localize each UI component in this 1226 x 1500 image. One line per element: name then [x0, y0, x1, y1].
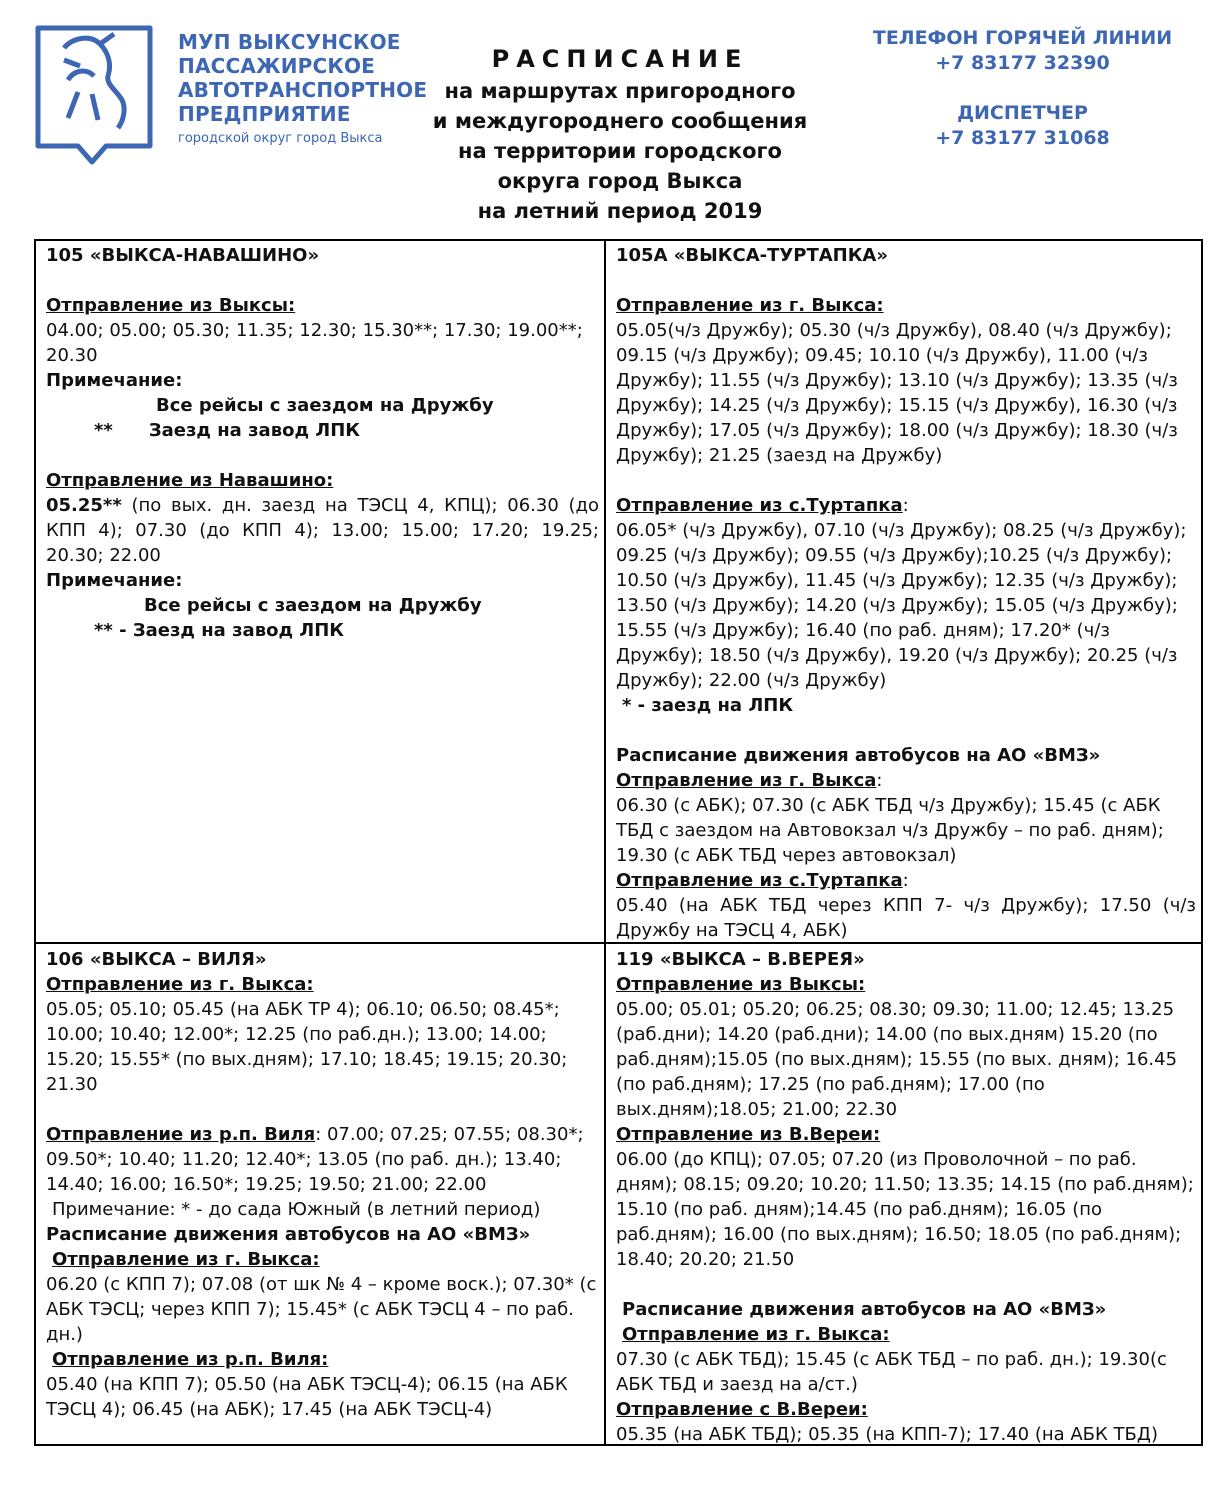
route-105a-note: * - заезд на ЛПК	[622, 695, 794, 716]
route-106-dep2-label: Отправление из р.п. Виля	[46, 1124, 316, 1145]
route-119-vmz-dep1-times: 07.30 (с АБК ТБД); 15.45 (с АБК ТБД – по раб. дн.); 19.30(с АБК ТБД и заезд на а/ст.)	[616, 1349, 1167, 1395]
route-106-dep2-text	[46, 1122, 599, 1197]
route-105-dep2-first: 05.25**	[46, 495, 122, 516]
route-105a-dep2-label: Отправление из с.Туртапка	[616, 495, 903, 516]
route-119-dep1-label: Отправление из Выксы:	[616, 974, 866, 995]
route-106-note: Примечание: * - до сада Южный (в летний период)	[52, 1199, 541, 1220]
route-105-dep2-text	[46, 493, 599, 568]
route-105a-vmz-dep2-heading	[616, 868, 1196, 893]
route-105a-vmz-dep2-colon: :	[902, 870, 909, 891]
route-105a-cell	[616, 243, 1196, 943]
title-line-2: и междугороднего сообщения	[432, 109, 808, 133]
route-119-vmz-dep2-label: Отправление с В.Вереи:	[616, 1399, 868, 1420]
route-105-note1-label: Примечание:	[46, 370, 183, 391]
route-105a-vmz-dep2-label: Отправление из с.Туртапка	[616, 870, 903, 891]
title-line-5: на летний период 2019	[477, 199, 763, 223]
route-105a-dep2-colon: :	[902, 495, 909, 516]
route-106-dep1-label: Отправление из г. Выкса:	[46, 974, 314, 995]
org-subtitle: городской округ город Выкса	[178, 131, 383, 146]
title-line-3: на территории городского	[458, 139, 782, 163]
route-105a-vmz-dep1-times: 06.30 (с АБК); 07.30 (с АБК ТБД ч/з Дружбу); 15.45 (с АБК ТБД с заездом на Автовокзал ч/з Дружбу – по раб. дням); 19.30 (с АБК ТБД через автовокзал)	[616, 795, 1164, 866]
dispatcher-label: ДИСПЕТЧЕР	[957, 102, 1088, 124]
route-106-vmz-dep2-label: Отправление из р.п. Виля:	[52, 1349, 329, 1370]
route-105-note2-a: Все рейсы с заездом на Дружбу	[144, 595, 482, 616]
route-105-note2-b: ** - Заезд на завод ЛПК	[94, 620, 344, 641]
route-106-vmz-title: Расписание движения автобусов на АО «ВМЗ»	[46, 1224, 531, 1245]
route-106-vmz-dep1-times: 06.20 (с КПП 7); 07.08 (от шк № 4 – кроме воск.); 07.30* (с АБК ТЭСЦ; через КПП 7); 15.45* (с АБК ТЭСЦ 4 – по раб. дн.)	[46, 1274, 597, 1345]
title-line-4: округа город Выкса	[497, 169, 743, 193]
route-119-dep2-times: 06.00 (до КПЦ); 07.05; 07.20 (из Проволочной – по раб. дням); 08.15; 09.20; 10.20; 11.50; 13.35; 14.15 (по раб.дням); 15.10 (по раб. дням);14.45 (по раб.дням); 16.05 (по раб.дням); 16.00 (по вых.дням); 16.50; 18.05 (по раб.дням); 18.40; 20.20; 21.50	[616, 1149, 1194, 1270]
route-105a-vmz-dep1-label: Отправление из г. Выкса	[616, 770, 877, 791]
route-119-title: 119 «ВЫКСА – В.ВЕРЕЯ»	[616, 949, 865, 970]
company-logo-emblem	[28, 20, 158, 170]
route-105a-dep2-times: 06.05* (ч/з Дружбу), 07.10 (ч/з Дружбу); 08.25 (ч/з Дружбу); 09.25 (ч/з Дружбу); 09.55 (ч/з Дружбу);10.25 (ч/з Дружбу); 10.50 (ч/з Дружбу), 11.45 (ч/з Дружбу); 12.35 (ч/з Дружбу); 13.50 (ч/з Дружбу); 14.20 (ч/з Дружбу); 15.05 (ч/з Дружбу); 15.55 (ч/з Дружбу); 16.40 (по раб. дням); 17.20* (ч/з Дружбу); 18.50 (ч/з Дружбу), 19.20 (ч/з Дружбу); 20.25 (ч/з Дружбу); 22.00 (ч/з Дружбу)	[616, 520, 1187, 691]
route-105-dep1-times: 04.00; 05.00; 05.30; 11.35; 12.30; 15.30**; 17.30; 19.00**; 20.30	[46, 320, 583, 366]
hotline-label: ТЕЛЕФОН ГОРЯЧЕЙ ЛИНИИ	[872, 27, 1173, 49]
title-main: РАСПИСАНИЕ	[491, 45, 749, 73]
route-105a-dep1-times: 05.05(ч/з Дружбу); 05.30 (ч/з Дружбу), 08.40 (ч/з Дружбу); 09.15 (ч/з Дружбу); 09.45; 10.10 (ч/з Дружбу), 11.00 (ч/з Дружбу); 11.55 (ч/з Дружбу); 13.10 (ч/з Дружбу); 13.35 (ч/з Дружбу); 14.25 (ч/з Дружбу); 15.15 (ч/з Дружбу), 16.30 (ч/з Дружбу); 17.05 (ч/з Дружбу); 18.00 (ч/з Дружбу); 18.30 (ч/з Дружбу); 21.25 (заезд на Дружбу)	[616, 320, 1178, 466]
route-105-note1-a: Все рейсы с заездом на Дружбу	[156, 395, 494, 416]
route-105a-vmz-dep2-times: 05.40 (на АБК ТБД через КПП 7- ч/з Дружбу); 17.50 (ч/з Дружбу на ТЭСЦ 4, АБК)	[616, 895, 1196, 941]
route-105-cell	[46, 243, 599, 643]
route-106-title: 106 «ВЫКСА – ВИЛЯ»	[46, 949, 267, 970]
route-105-title: 105 «ВЫКСА-НАВАШИНО»	[46, 245, 320, 266]
route-105a-dep1-label: Отправление из г. Выкса:	[616, 295, 884, 316]
column-divider	[604, 241, 606, 1444]
route-105-note1-b-text: Заезд на завод ЛПК	[148, 420, 360, 441]
schedule-table	[34, 239, 1203, 1446]
route-106-dep1-times: 05.05; 05.10; 05.45 (на АБК ТР 4); 06.10; 06.50; 08.45*; 10.00; 10.40; 12.00*; 12.25 (по раб.дн.); 13.00; 14.00; 15.20; 15.55* (по вых.дням); 17.10; 18.45; 19.15; 20.30; 21.30	[46, 999, 568, 1095]
route-106-vmz-dep2-times: 05.40 (на КПП 7); 05.50 (на АБК ТЭСЦ-4); 06.15 (на АБК ТЭСЦ 4); 06.45 (на АБК); 17.45 (на АБК ТЭСЦ-4)	[46, 1374, 568, 1420]
route-105a-vmz-title: Расписание движения автобусов на АО «ВМЗ»	[616, 745, 1101, 766]
route-105a-title: 105А «ВЫКСА-ТУРТАПКА»	[616, 245, 888, 266]
route-119-dep1-times: 05.00; 05.01; 05.20; 06.25; 08.30; 09.30; 11.00; 12.45; 13.25 (раб.дни); 14.20 (раб.дни); 14.00 (по вых.дням) 15.20 (по раб.дням);15.05 (по вых.дням); 15.55 (по вых. дням); 16.45 (по раб.дням); 17.25 (по раб.дням); 17.00 (по вых.дням);18.05; 21.00; 22.30	[616, 999, 1178, 1120]
dispatcher-phone[interactable]: +7 83177 31068	[935, 127, 1110, 149]
route-119-cell	[616, 947, 1196, 1447]
route-105-dep2-label: Отправление из Навашино:	[46, 470, 334, 491]
title-line-1: на маршрутах пригородного	[444, 79, 796, 103]
org-name-line-1: МУП ВЫКСУНСКОЕ	[178, 30, 401, 54]
route-105-note2-label: Примечание:	[46, 570, 183, 591]
org-name-line-2: ПАССАЖИРСКОЕ	[178, 54, 376, 78]
org-name-line-3: АВТОТРАНСПОРТНОЕ	[178, 78, 428, 102]
route-106-cell	[46, 947, 599, 1422]
route-105-note1-b	[46, 418, 599, 443]
route-105a-vmz-dep1-colon: :	[876, 770, 883, 791]
route-106-vmz-dep1-label: Отправление из г. Выкса:	[52, 1249, 320, 1270]
contact-block	[860, 26, 1185, 151]
route-105-note1-mark: **	[94, 420, 113, 441]
organization-name	[178, 30, 427, 148]
route-119-vmz-title: Расписание движения автобусов на АО «ВМЗ»	[622, 1299, 1107, 1320]
document-title	[395, 42, 845, 226]
route-119-vmz-dep1-label: Отправление из г. Выкса:	[622, 1324, 890, 1345]
route-105-dep2-times: (по вых. дн. заезд на ТЭСЦ 4, КПЦ); 06.30 (до КПП 4); 07.30 (до КПП 4); 13.00; 15.00; 17.20; 19.25; 20.30; 22.00	[46, 495, 599, 566]
org-name-line-4: ПРЕДПРИЯТИЕ	[178, 102, 351, 126]
route-105a-dep2-heading	[616, 493, 1196, 518]
route-119-dep2-label: Отправление из В.Вереи:	[616, 1124, 881, 1145]
route-119-vmz-dep2-times: 05.35 (на АБК ТБД); 05.35 (на КПП-7); 17.40 (на АБК ТБД)	[616, 1424, 1158, 1445]
route-105a-vmz-dep1-heading	[616, 768, 1196, 793]
hotline-phone[interactable]: +7 83177 32390	[935, 52, 1110, 74]
route-105-dep1-label: Отправление из Выксы:	[46, 295, 296, 316]
route-106-dep2-times: : 07.00; 07.25; 07.55; 08.30*; 09.50*; 10.40; 11.20; 12.40*; 13.05 (по раб. дн.); 13.40; 14.40; 16.00; 16.50*; 19.25; 19.50; 21.00; 22.00	[46, 1124, 584, 1195]
